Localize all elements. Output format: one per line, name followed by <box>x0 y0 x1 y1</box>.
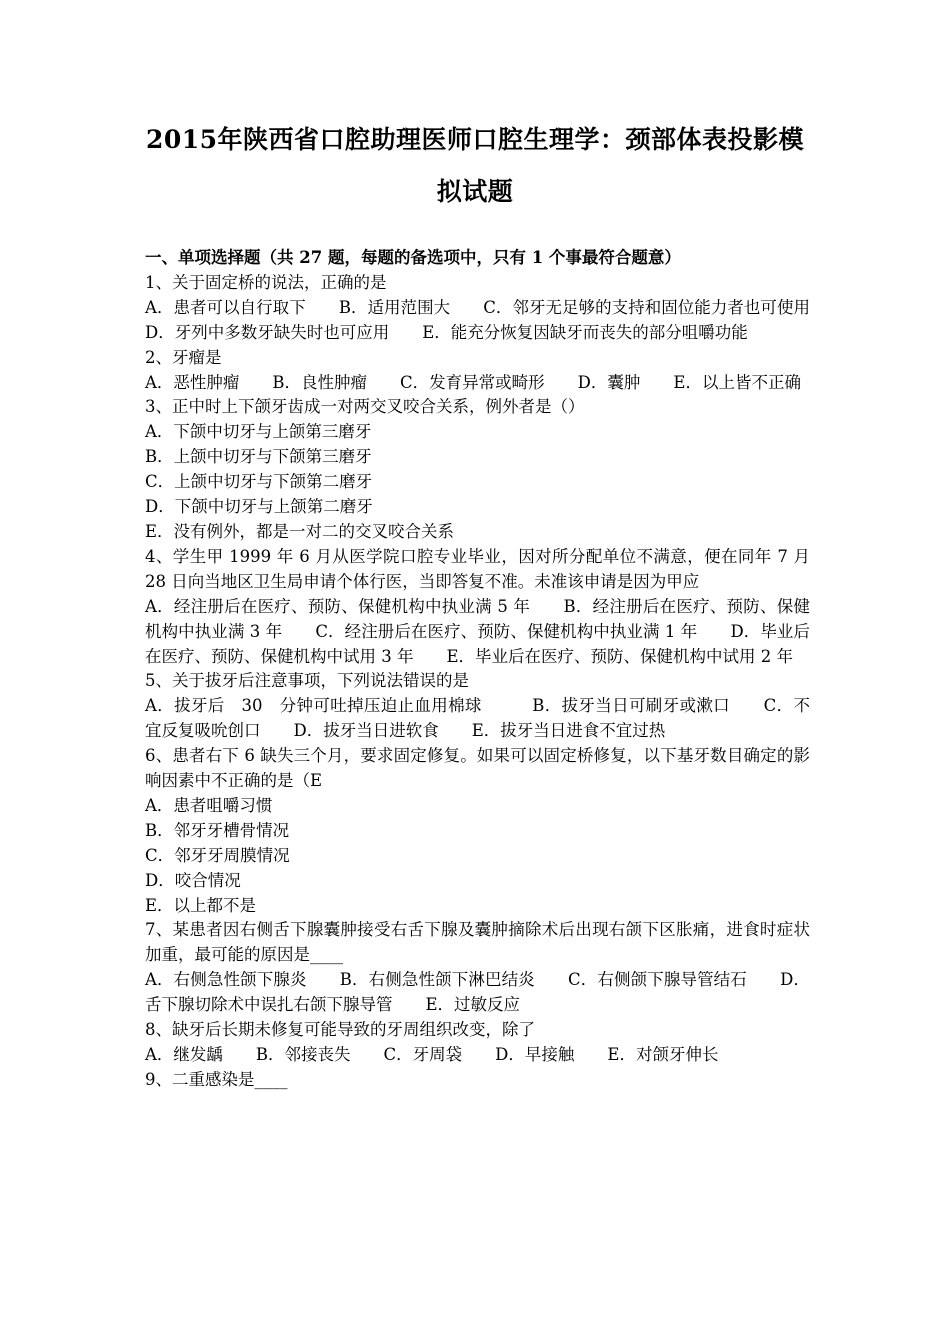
document-title-line-2: 拟试题 <box>436 177 514 206</box>
question-4-stem: 4、学生甲 1999 年 6 月从医学院口腔专业毕业，因对所分配单位不满意，便在同年 7 月 28 日向当地区卫生局申请个体行医，当即答复不准。未准该申请是因为甲应 <box>145 546 810 591</box>
question-6-option-c: C．邻牙牙周膜情况 <box>145 845 290 865</box>
question-9-stem: 9、二重感染是____ <box>145 1069 288 1089</box>
question-7-options: A．右侧急性颌下腺炎 B．右侧急性颌下淋巴结炎 C．右侧颌下腺导管结石 D．舌下腺切除术中误扎右颌下腺导管 E．过敏反应 <box>145 970 810 1015</box>
document-body <box>145 246 843 1093</box>
question-3-option-d: D．下颌中切牙与上颌第二磨牙 <box>145 497 373 517</box>
question-2-options: A．恶性肿瘤 B．良性肿瘤 C．发育异常或畸形 D．囊肿 E．以上皆不正确 <box>145 372 801 392</box>
question-3-stem: 3、正中时上下颌牙齿成一对两交叉咬合关系，例外者是（） <box>145 397 585 417</box>
question-8-stem: 8、缺牙后长期未修复可能导致的牙周组织改变，除了 <box>145 1020 535 1040</box>
question-3-option-a: A．下颌中切牙与上颌第三磨牙 <box>145 422 372 442</box>
question-3-option-c: C．上颌中切牙与下颌第二磨牙 <box>145 472 373 492</box>
question-1-options: A．患者可以自行取下 B．适用范围大 C．邻牙无足够的支持和固位能力者也可使用 D．牙列中多数牙缺失时也可应用 E．能充分恢复因缺牙而丧失的部分咀嚼功能 <box>145 297 843 342</box>
question-6-option-a: A．患者咀嚼习惯 <box>145 795 273 815</box>
question-1-stem: 1、关于固定桥的说法，正确的是 <box>145 272 387 292</box>
question-2-stem: 2、牙瘤是 <box>145 347 222 367</box>
question-6-option-b: B．邻牙牙槽骨情况 <box>145 820 290 840</box>
question-5-stem: 5、关于拔牙后注意事项，下列说法错误的是 <box>145 671 469 691</box>
question-3-option-e: E．没有例外，都是一对二的交叉咬合关系 <box>145 521 455 541</box>
section-heading: 一、单项选择题（共 27 题，每题的备选项中，只有 1 个事最符合题意） <box>145 248 681 267</box>
question-6-option-e: E．以上都不是 <box>145 895 257 915</box>
question-6-option-d: D．咬合情况 <box>145 870 241 890</box>
question-7-stem: 7、某患者因右侧舌下腺囊肿接受右舌下腺及囊肿摘除术后出现右颌下区胀痛，进食时症状加重，最可能的原因是____ <box>145 920 810 965</box>
question-3-option-b: B．上颌中切牙与下颌第三磨牙 <box>145 447 372 467</box>
question-5-options: A．拔牙后 30 分钟可吐掉压迫止血用棉球 B．拔牙当日可刷牙或漱口 C．不宜反复吸吮创口 D．拔牙当日进软食 E．拔牙当日进食不宜过热 <box>145 696 810 741</box>
question-6-stem: 6、患者右下 6 缺失三个月，要求固定修复。如果可以固定桥修复，以下基牙数目确定的影响因素中不正确的是（E <box>145 746 810 791</box>
question-4-options: A．经注册后在医疗、预防、保健机构中执业满 5 年 B．经注册后在医疗、预防、保健机构中执业满 3 年 C．经注册后在医疗、预防、保健机构中执业满 1 年 D．毕业后在医疗、预防、保健机构中试用 3 年 E．毕业后在医疗、预防、保健机构中试用 2 年 <box>145 596 810 666</box>
question-8-options: A．继发龋 B．邻接丧失 C．牙周袋 D．早接触 E．对颌牙伸长 <box>145 1045 719 1064</box>
document-title-line-1: 2015年陕西省口腔助理医师口腔生理学：颈部体表投影模 <box>145 125 805 154</box>
